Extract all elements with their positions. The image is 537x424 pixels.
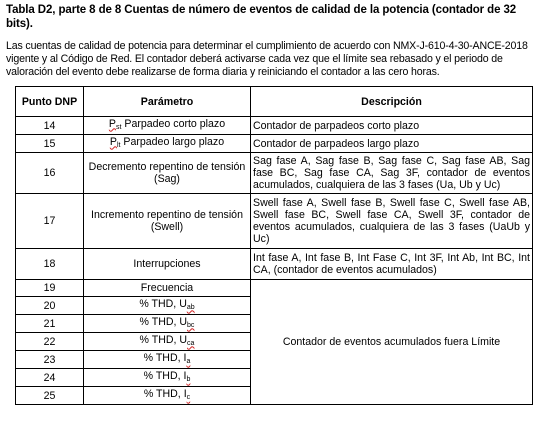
parameter-label: Parpadeo largo plazo [120,135,225,148]
description-cell: Sag fase A, Sag fase B, Sag fase C, Sag fase AB, Sag fase BC, Sag fase CA, Sag 3F, contador de eventos acumulados, cualquiera de las 3 fases (Ua, Ub y Uc) [251,153,533,194]
header-parameter: Parámetro [84,87,251,117]
table-header-row [16,87,533,117]
dnp-point-cell: 15 [16,135,84,153]
header-dnp-point: Punto DNP [16,87,84,117]
dnp-point-cell: 19 [16,280,84,297]
parameter-symbol: $P_{lt}$ [109,135,121,149]
parameter-cell: Decremento repentino de tensión (Sag) [84,153,251,194]
table-row [16,280,533,297]
table-row [16,194,533,249]
description-cell: Contador de parpadeos largo plazo [251,135,533,153]
parameter-cell: % THD, $U_{bc}$ [84,315,251,333]
parameter-cell: Interrupciones [84,249,251,280]
dnp-point-cell: 21 [16,315,84,333]
parameter-cell: % THD, $I_a$ [84,351,251,369]
description-cell: Int fase A, Int fase B, Int Fase C, Int 3F, Int Ab, Int BC, Int CA, (contador de eventos acumulados) [251,249,533,280]
table-row [16,153,533,194]
parameter-cell: Frecuencia [84,280,251,297]
parameter-cell: % THD, $I_c$ [84,387,251,405]
intro-paragraph: Las cuentas de calidad de potencia para determinar el cumplimiento de acuerdo con NMX-J-610-4-30-ANCE-2018 vigente y al Código de Red. El contador deberá activarse cada vez que el límite sea rebasado y el periodo de valoración del evento debe realizarse de forma diaria y reiniciando el contador a las cero horas. [6,40,528,78]
table-row [16,117,533,135]
dnp-counters-table [15,86,533,405]
parameter-cell [84,117,251,135]
dnp-point-cell: 16 [16,153,84,194]
dnp-point-cell: 25 [16,387,84,405]
parameter-label: Parpadeo corto plazo [121,117,226,130]
dnp-point-cell: 23 [16,351,84,369]
dnp-point-cell: 22 [16,333,84,351]
parameter-cell: % THD, $U_{ca}$ [84,333,251,351]
merged-description-cell: Contador de eventos acumulados fuera Límite [251,280,533,405]
description-cell: Contador de parpadeos corto plazo [251,117,533,135]
description-cell: Swell fase A, Swell fase B, Swell fase C, Swell fase AB, Swell fase BC, Swell fase CA, Swell 3F, contador de eventos acumulados, cualquiera de las 3 fases (UaUb y Uc) [251,194,533,249]
dnp-point-cell: 18 [16,249,84,280]
parameter-cell [84,135,251,153]
parameter-cell: Incremento repentino de tensión (Swell) [84,194,251,249]
table-row [16,249,533,280]
parameter-cell: % THD, $I_b$ [84,369,251,387]
dnp-point-cell: 20 [16,297,84,315]
dnp-point-cell: 24 [16,369,84,387]
header-description: Descripción [251,87,533,117]
dnp-point-cell: 14 [16,117,84,135]
table-row [16,135,533,153]
parameter-cell: % THD, $U_{ab}$ [84,297,251,315]
parameter-symbol: $P_{st}$ [108,117,122,131]
table-caption: Tabla D2, parte 8 de 8 Cuentas de número de eventos de calidad de la potencia (contador de 32 bits). [6,4,517,30]
dnp-point-cell: 17 [16,194,84,249]
